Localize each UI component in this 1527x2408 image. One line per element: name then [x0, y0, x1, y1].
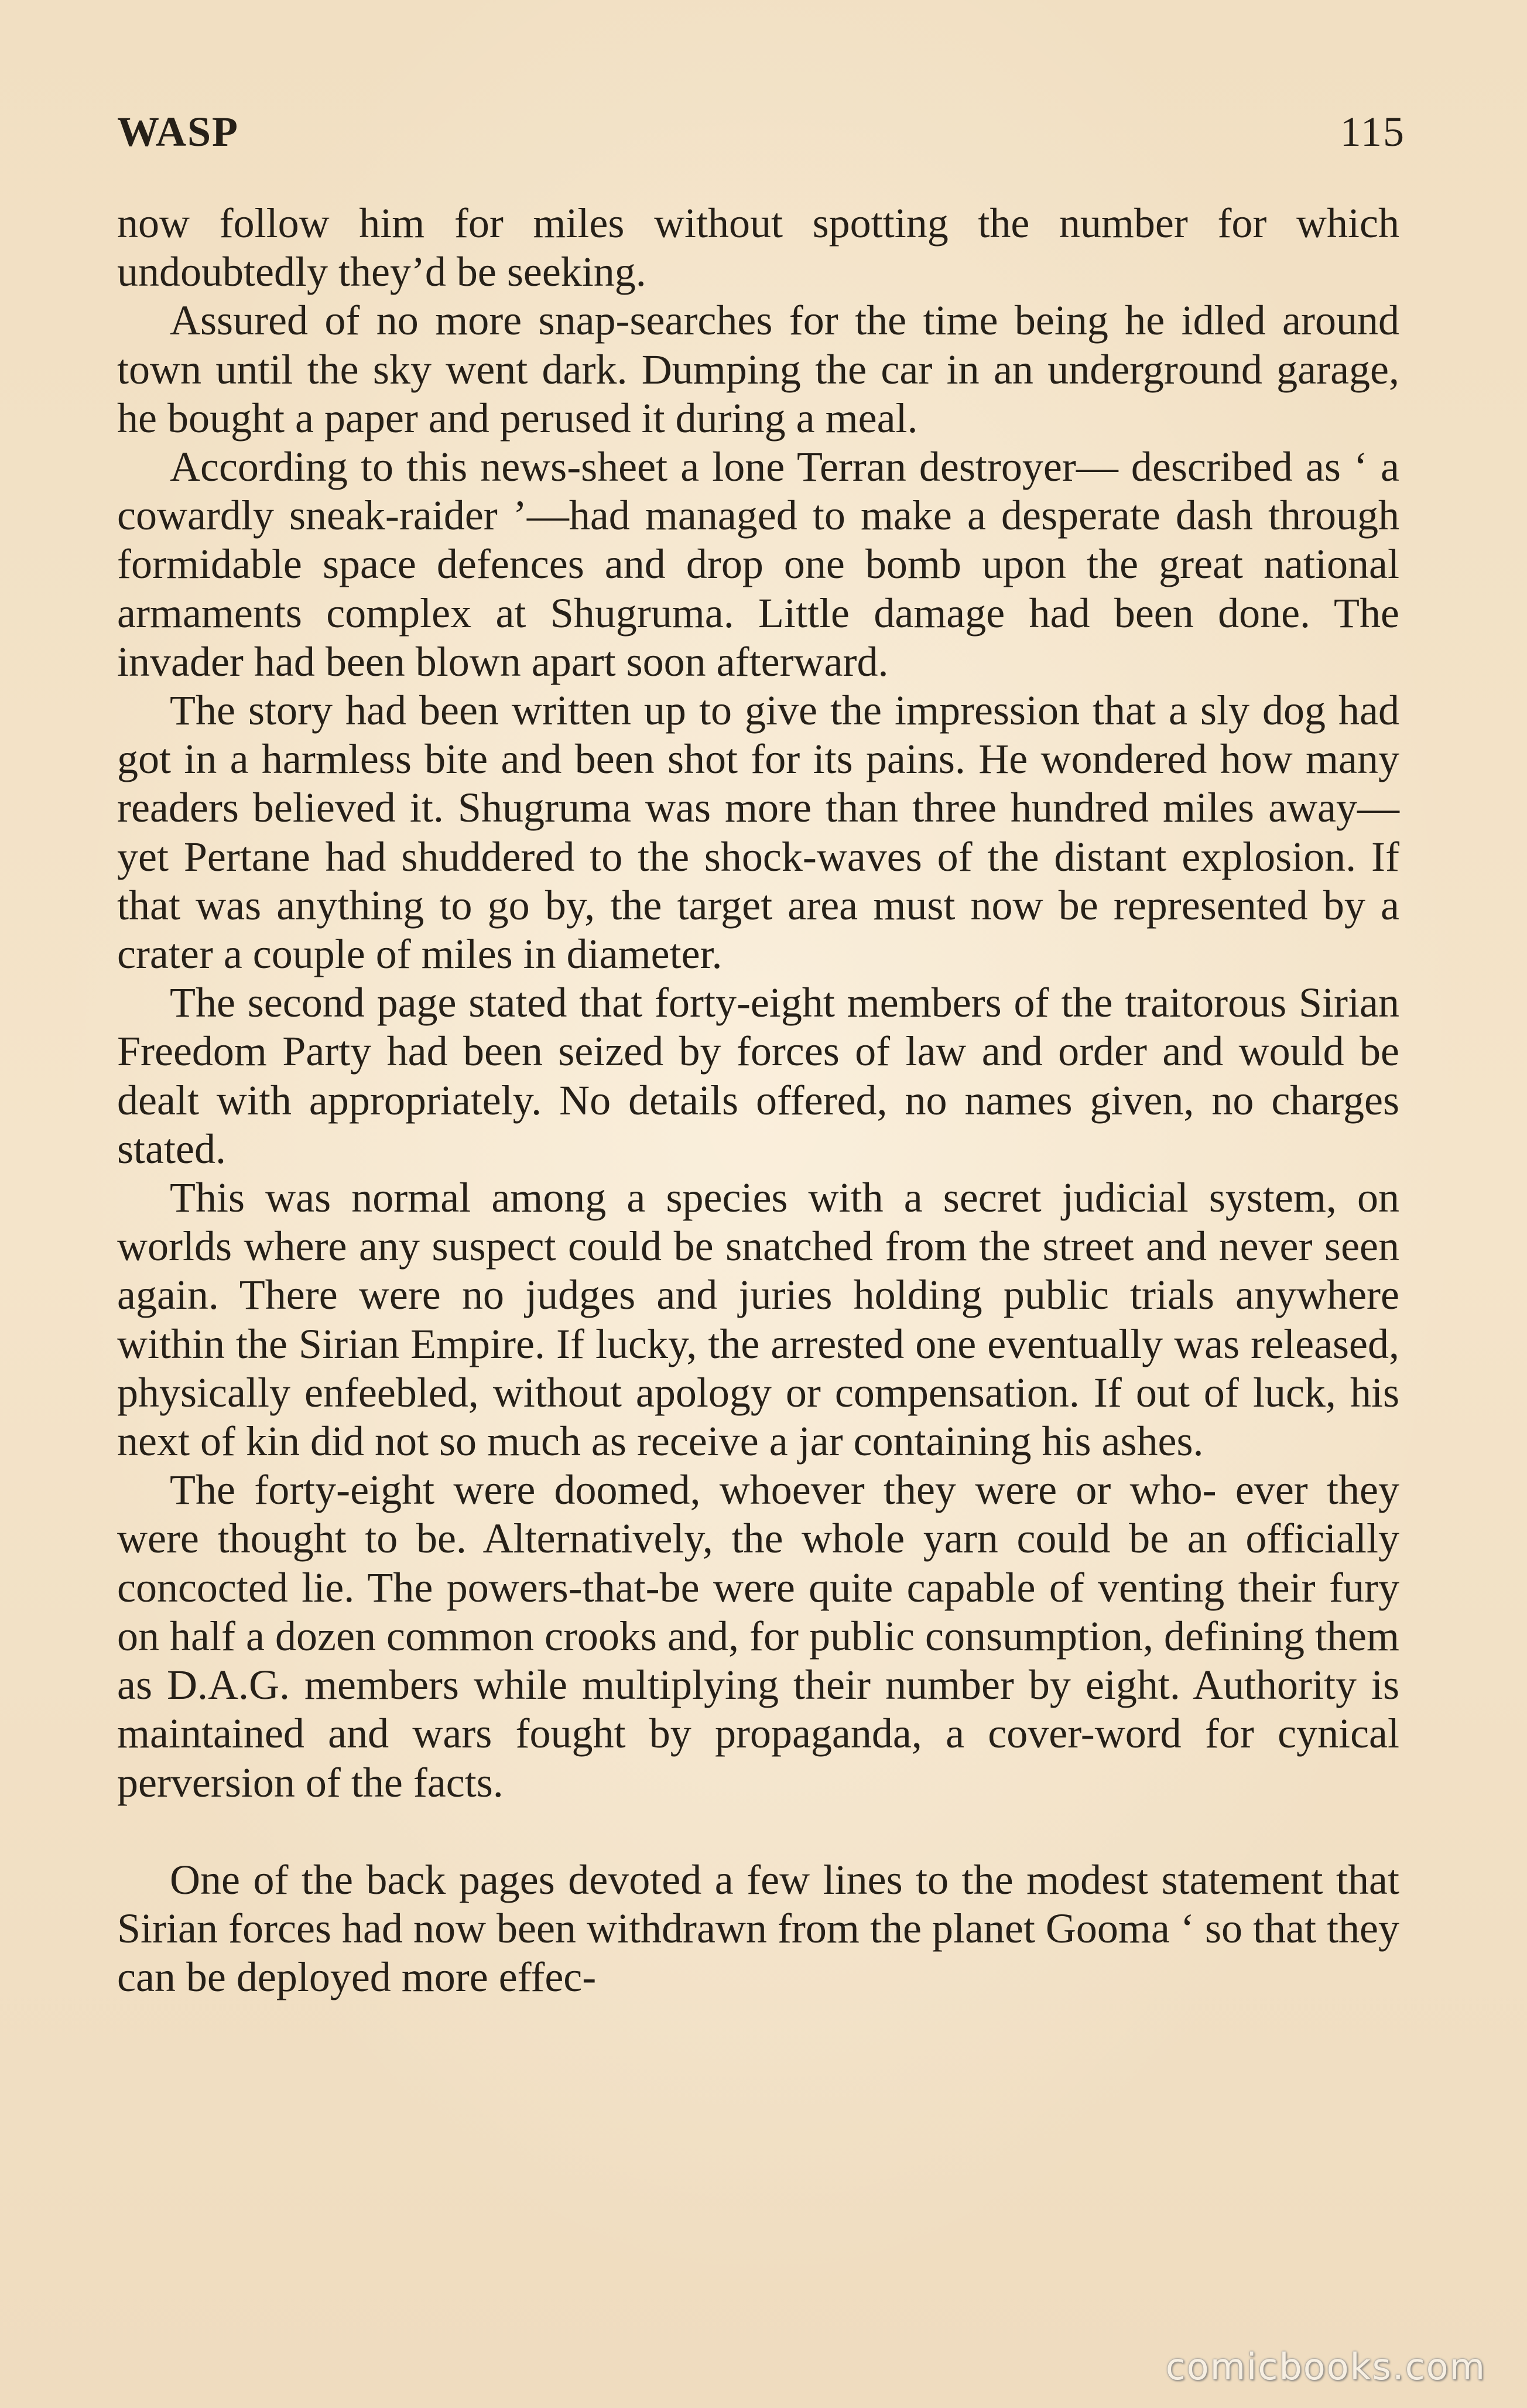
paragraph: Assured of no more snap-searches for the time being he idled around town until the sky went dark. Dumping the car in an underground garage, he bought a paper and perused it during a meal. [117, 297, 1399, 442]
paragraph-continuation: now follow him for miles without spotting the number for which undoubtedly they’d be seeking. [117, 200, 1399, 296]
paragraph: The forty-eight were doomed, whoever they were or who- ever they were thought to be. Alternatively, the whole yarn could be an officially concocted lie. The powers-that-be were quite capable of venting their fury on half a dozen common crooks and, for public consumption, defining them as D.A.G. members while multiplying their number by eight. Authority is maintained and wars fought by propaganda, a cover-word for cynical perversion of the facts. [117, 1466, 1399, 1806]
body-text [117, 199, 1399, 2002]
paragraph: This was normal among a species with a secret judicial system, on worlds where any suspect could be snatched from the street and never seen again. There were no judges and juries holding public trials anywhere within the Sirian Empire. If lucky, the arrested one eventually was released, physically enfeebled, without apology or compensation. If out of luck, his next of kin did not so much as receive a jar containing his ashes. [117, 1174, 1399, 1465]
running-head-title: WASP [117, 108, 239, 155]
running-head [117, 100, 1405, 164]
page-number: 115 [1340, 108, 1405, 155]
source-watermark: comicbooks.com [1165, 2345, 1486, 2388]
paragraph: The second page stated that forty-eight members of the traitorous Sirian Freedom Party had been seized by forces of law and order and would be dealt with appropriately. No details offered, no names given, no charges stated. [117, 979, 1399, 1172]
paragraph: According to this news-sheet a lone Terran destroyer— described as ‘ a cowardly sneak-raider ’—had managed to make a desperate dash through formidable space defences and drop one bomb upon the great national armaments complex at Shugruma. Little damage had been done. The invader had been blown apart soon afterward. [117, 443, 1399, 685]
paragraph: One of the back pages devoted a few lines to the modest statement that Sirian forces had now been withdrawn from the planet Gooma ‘ so that they can be deployed more effec- [117, 1856, 1399, 2001]
paragraph: The story had been written up to give the impression that a sly dog had got in a harmless bite and been shot for its pains. He wondered how many readers believed it. Shugruma was more than three hundred miles away—yet Pertane had shuddered to the shock-waves of the distant explosion. If that was anything to go by, the target area must now be represented by a crater a couple of miles in diameter. [117, 687, 1399, 978]
